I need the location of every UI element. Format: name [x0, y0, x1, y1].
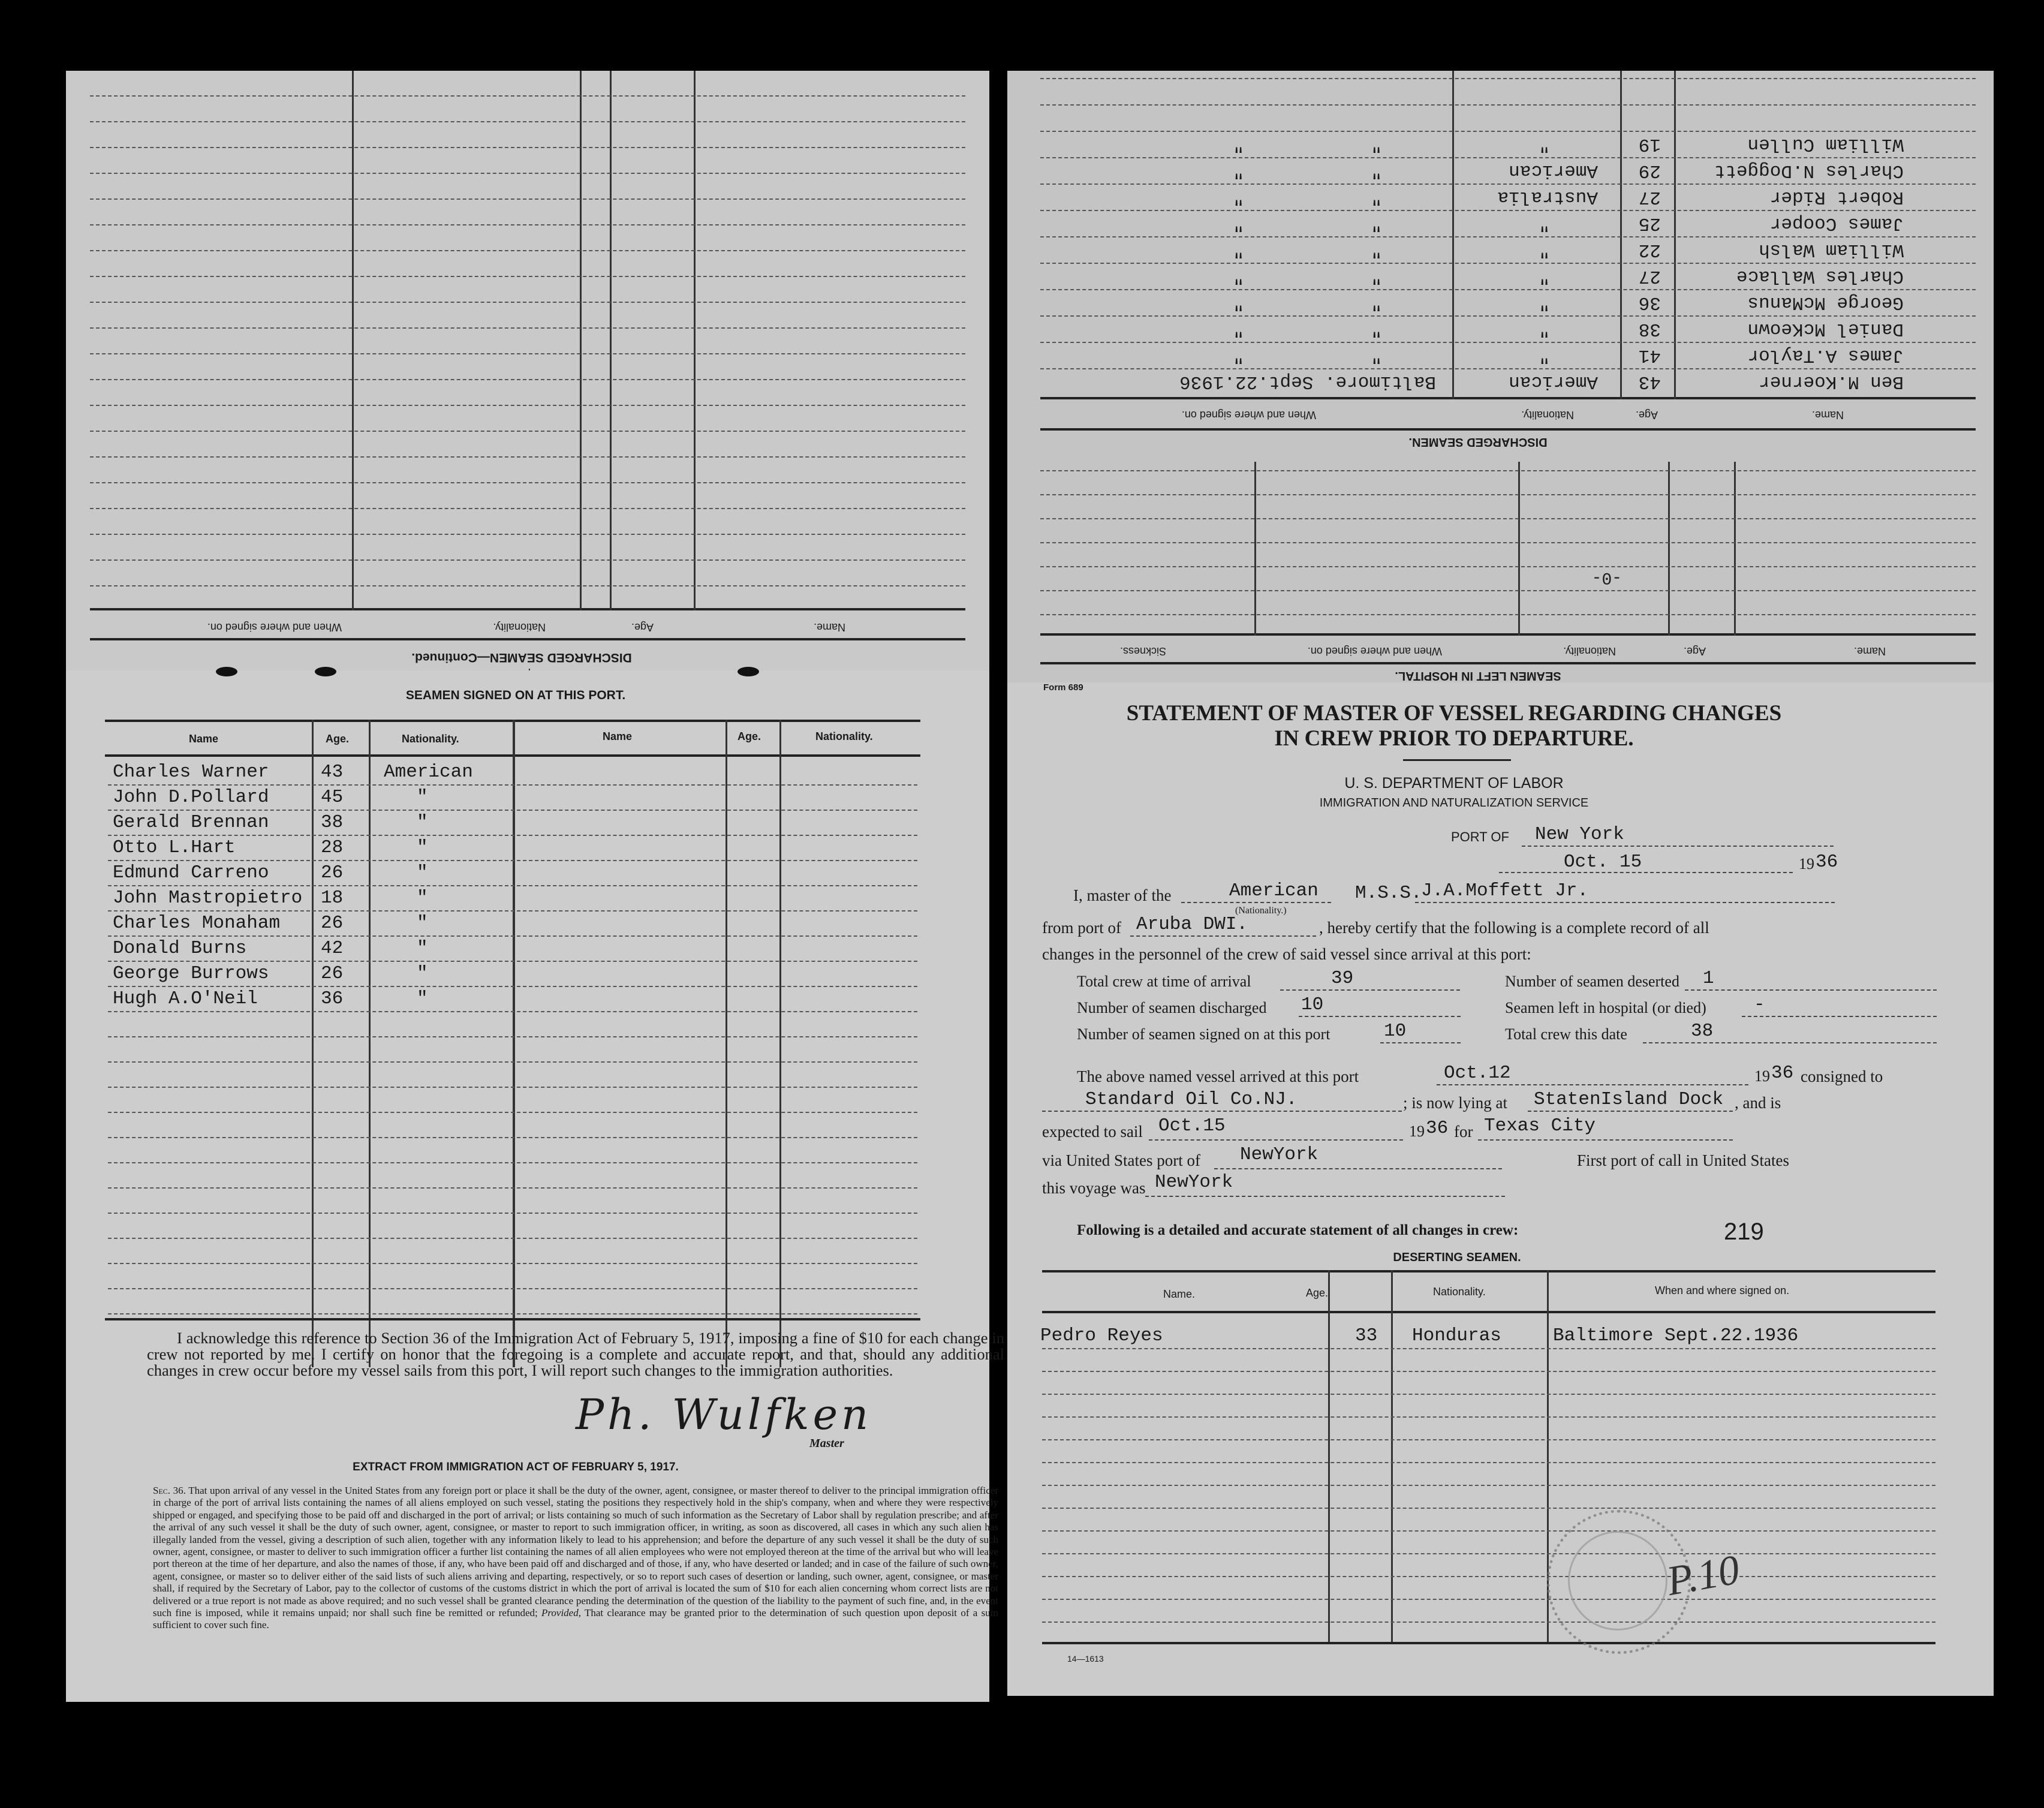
- discharged-nationality: ": [1539, 318, 1550, 339]
- deserting-header-nationality: Nationality.: [1433, 1286, 1486, 1298]
- dashed-rule: [90, 456, 965, 458]
- dashed-rule: [90, 405, 965, 406]
- signed-on-name: Donald Burns: [113, 938, 247, 959]
- dashed-rule: [1042, 1553, 1935, 1554]
- signed-on-header-age-2: Age.: [737, 730, 761, 742]
- discharged-signed-on: ": [1371, 213, 1382, 234]
- discharged-age: 43: [1638, 371, 1661, 392]
- port-label: PORT OF: [1451, 829, 1509, 844]
- signed-on-row: [66, 1289, 989, 1314]
- for-label: for: [1454, 1123, 1473, 1141]
- discharged-nationality: ": [1539, 266, 1550, 287]
- deserting-signed-on: Baltimore Sept.22.1936: [1553, 1325, 1799, 1346]
- dashed-rule: [1040, 542, 1976, 543]
- signed-on-name: Gerald Brennan: [113, 812, 269, 833]
- discharged-row: [1007, 236, 1994, 263]
- discharged-name: William Walsh: [1759, 239, 1904, 260]
- signed-on-nationality: ": [417, 837, 428, 858]
- discharged-header-age: Age.: [1635, 409, 1658, 421]
- dashed-rule: [1042, 1371, 1935, 1372]
- statement-title-line2: IN CREW PRIOR TO DEPARTURE.: [1274, 726, 1634, 751]
- hospital-header-sickness: Sickness.: [1119, 645, 1166, 657]
- dashed-rule: [1040, 236, 1976, 237]
- extract-section-label: Sec. 36.: [153, 1485, 186, 1496]
- vessel-prefix: M.S.S.: [1355, 883, 1422, 904]
- discharged-signed-on: Baltimore. Sept.22.1936: [1179, 371, 1436, 392]
- dashed-rule: [90, 508, 965, 509]
- discharged-row: [1007, 183, 1994, 210]
- from-port-label: from port of: [1042, 919, 1121, 937]
- signed-on-age: 42: [321, 938, 344, 959]
- discharged-row: [1007, 157, 1994, 183]
- discharged-signed-on-ditto: ": [1233, 186, 1244, 207]
- discharged-name: Robert Rider: [1769, 186, 1904, 207]
- discharged-nationality: ": [1539, 213, 1550, 234]
- dashed-rule: [90, 559, 965, 561]
- discharged-name: Charles N.Doggett: [1714, 160, 1904, 181]
- punch-hole: [216, 667, 237, 676]
- signed-on-age: 43: [321, 762, 344, 783]
- dashed-rule: [90, 379, 965, 380]
- discharged-age: 38: [1638, 318, 1661, 339]
- dashed-rule: [90, 302, 965, 303]
- discharged-row: [1007, 289, 1994, 315]
- dashed-rule: [1040, 518, 1976, 519]
- signed-on-row: [66, 962, 989, 987]
- signed-on-row: [66, 1037, 989, 1063]
- stamp-inner-ring: [1568, 1531, 1667, 1630]
- signed-on-row: [66, 786, 989, 811]
- dashed-rule: [90, 482, 965, 483]
- dashed-rule: [90, 224, 965, 225]
- dashed-rule: [1040, 210, 1976, 211]
- signed-on-row: [66, 1012, 989, 1037]
- signed-on-name: Charles Monaham: [113, 913, 281, 934]
- hospital-count-label: Seamen left in hospital (or died): [1505, 999, 1706, 1016]
- dashed-rule: [90, 431, 965, 432]
- date-year-prefix: 19: [1799, 855, 1814, 873]
- extract-provided-label: Provided,: [541, 1607, 581, 1619]
- dashed-rule: [1040, 315, 1976, 317]
- signed-on-name: John Mastropietro: [113, 888, 303, 908]
- dashed-rule: [1042, 1599, 1935, 1600]
- dashed-rule: [90, 353, 965, 354]
- right-top-sheet: [1007, 71, 1994, 682]
- extract-text: That upon arrival of any vessel in the United States from any foreign port or place it shall be the duty of the owner, agent, consignee, or master thereof to deliver to the principal immigration officer in charge of the port of arrival lists containing the names of all aliens employed on such vessel, stating the positions they respectively hold in the ship's company, when and where they were respectively shipped or engaged, and specifying those to be paid off and discharged in the port of arrival; or lists containing so much of such information as the Secretary of Labor shall by regulation prescribe; and after the arrival of any such vessel it shall be the duty of such owner, agent, consignee, or master to report to such immigration officer, in writing, as soon as discovered, all cases in which any such alien has illegally landed from the vessel, giving a description of such alien, together with any information likely to lead to his apprehension; and before the departure of any such vessel it shall be the duty of such owner, agent, consignee, or master to deliver to such immigration officer a further list containing the names of all alien employees who were not employed thereon at the time of the arrival but who will leave port thereon at the time of her departure, and also the names of those, if any, who have been paid off and discharged and of those, if any, who have deserted or landed; and in case of the failure of such owner, agent, consignee, or master so to deliver either of the said lists of such aliens arriving and departing, respectively, or so to report such cases of desertion or landing, such owner, agent, consignee, or master shall, if required by the Secretary of Labor, pay to the collector of customs of the customs district in which the port of arrival is located the sum of $10 for each alien concerning whom correct lists are not delivered or a true report is not made as above required; and no such vessel shall be granted clearance pending the determination of the question of the liability to the payment of such fine, and, in the event such fine is imposed, while it remains unpaid; nor shall such fine be remitted or refunded;: [153, 1485, 999, 1619]
- signed-on-row: [66, 1239, 989, 1264]
- signed-on-age: 45: [321, 787, 344, 808]
- arrived-year-prefix: 19: [1754, 1067, 1770, 1085]
- dashed-rule: [90, 198, 965, 200]
- consignee-value: Standard Oil Co.NJ.: [1085, 1089, 1298, 1110]
- signed-on-row: [66, 861, 989, 886]
- via-label: via United States port of: [1042, 1151, 1200, 1169]
- signed-on-nationality: ": [417, 787, 428, 808]
- left-top-header-nationality: Nationality.: [493, 621, 546, 633]
- right-top-flipped: [1007, 71, 1994, 682]
- signed-on-nationality: American: [384, 762, 473, 783]
- discharged-age: 41: [1638, 345, 1661, 366]
- service: IMMIGRATION AND NATURALIZATION SERVICE: [1319, 796, 1589, 810]
- signed-on-row: [66, 987, 989, 1012]
- sail-year-prefix: 19: [1409, 1123, 1425, 1140]
- deserting-name: Pedro Reyes: [1040, 1325, 1163, 1346]
- date-value: Oct. 15: [1564, 852, 1642, 873]
- punch-hole: [315, 667, 336, 676]
- print-code: 14—1613: [1067, 1654, 1104, 1663]
- dashed-rule: [1042, 1576, 1935, 1577]
- discharged-nationality: ": [1539, 292, 1550, 313]
- deserting-title: DESERTING SEAMEN.: [1393, 1251, 1521, 1264]
- signed-on-age: 26: [321, 913, 344, 934]
- dashed-rule: [90, 121, 965, 122]
- signed-on-age: 26: [321, 963, 344, 984]
- vessel-name: J.A.Moffett Jr.: [1421, 880, 1589, 901]
- dashed-rule: [90, 147, 965, 148]
- dashed-rule: [1040, 78, 1976, 79]
- sail-value: Oct.15: [1158, 1115, 1226, 1136]
- dashed-rule: [90, 327, 965, 329]
- discharged-signed-on-ditto: ": [1233, 160, 1244, 181]
- signed-on-nationality: ": [417, 938, 428, 959]
- discharged-header-nationality: Nationality.: [1521, 409, 1574, 421]
- dashed-rule: [1040, 494, 1976, 495]
- signed-on-age: 26: [321, 862, 344, 883]
- voyage-label: this voyage was: [1042, 1179, 1146, 1197]
- signed-on-nationality: ": [417, 862, 428, 883]
- discharged-nationality: American: [1509, 371, 1598, 392]
- discharged-nationality: ": [1539, 239, 1550, 260]
- discharged-signed-on-ditto: ": [1233, 134, 1244, 155]
- discharged-age: 27: [1638, 186, 1661, 207]
- nationality-caption: (Nationality.): [1235, 905, 1287, 916]
- discharged-count-value: 10: [1301, 994, 1324, 1015]
- dashed-rule: [1042, 1348, 1935, 1349]
- hospital-header-age: Age.: [1683, 645, 1706, 657]
- total-arrival-label: Total crew at time of arrival: [1077, 973, 1251, 990]
- discharged-name: James A.Taylor: [1747, 345, 1904, 366]
- dashed-rule: [90, 534, 965, 535]
- dashed-rule: [1040, 614, 1976, 615]
- dashed-rule: [1042, 1439, 1935, 1440]
- acknowledgment-text: I acknowledge this reference to Section 36 of the Immigration Act of February 5, 1917, imposing a fine of $10 for each change in crew not reported by me. I certify on honor that the foregoing is a complete and accurate report, and that, should any additional changes in crew occur before my vessel sails from this port, I will report such changes to the immigration authorities.: [147, 1329, 1004, 1379]
- first-port-label: First port of call in United States: [1577, 1151, 1789, 1169]
- from-port-value: Aruba DWI.: [1136, 914, 1248, 935]
- discharged-signed-on-ditto: ": [1233, 213, 1244, 234]
- deserting-header-name: Name.: [1163, 1288, 1196, 1300]
- destination-value: Texas City: [1484, 1115, 1596, 1136]
- arrived-year: 36: [1771, 1063, 1794, 1084]
- signed-count-label: Number of seamen signed on at this port: [1077, 1025, 1330, 1043]
- dashed-rule: [1040, 104, 1976, 106]
- port-value: New York: [1535, 824, 1624, 845]
- deserted-value: 1: [1703, 968, 1714, 989]
- signed-on-name: George Burrows: [113, 963, 269, 984]
- deserting-header-age: Age.: [1306, 1287, 1329, 1299]
- lying-label: ; is now lying at: [1403, 1094, 1507, 1112]
- signed-on-row: [66, 886, 989, 911]
- signed-count-value: 10: [1384, 1021, 1407, 1042]
- discharged-row: [1007, 368, 1994, 395]
- dashed-rule: [1040, 157, 1976, 158]
- signed-on-name: John D.Pollard: [113, 787, 269, 808]
- discharged-header-signed-on: When and where signed on.: [1181, 409, 1316, 421]
- dashed-rule: [1042, 1394, 1935, 1395]
- consigned-label: consigned to: [1801, 1067, 1883, 1085]
- left-top-header-age: Age.: [631, 621, 654, 633]
- signed-on-title: SEAMEN SIGNED ON AT THIS PORT.: [405, 688, 626, 702]
- dashed-rule: [1040, 368, 1976, 369]
- signed-on-age: 38: [321, 812, 344, 833]
- signed-on-name: Edmund Carreno: [113, 862, 269, 883]
- left-top-header-name: Name.: [813, 621, 845, 633]
- discharged-name: William Cullen: [1747, 134, 1904, 155]
- dashed-rule: [1042, 1462, 1935, 1463]
- right-bottom-sheet: [1007, 682, 1994, 1696]
- stamp-number: 219: [1724, 1219, 1764, 1245]
- signed-on-age: 36: [321, 988, 344, 1009]
- discharged-header-name: Name.: [1811, 409, 1844, 421]
- signed-on-row: [66, 1163, 989, 1189]
- hospital-entry: -0-: [1591, 568, 1622, 586]
- dashed-rule: [90, 585, 965, 586]
- signed-on-nationality: ": [417, 963, 428, 984]
- signed-on-row: [66, 1138, 989, 1163]
- signed-on-header-name-2: Name: [603, 730, 633, 742]
- sail-year: 36: [1426, 1118, 1449, 1139]
- discharged-nationality: American: [1509, 160, 1598, 181]
- certify-text: , hereby certify that the following is a complete record of all: [1319, 919, 1709, 937]
- deserting-age: 33: [1355, 1325, 1378, 1346]
- total-date-value: 38: [1691, 1021, 1714, 1042]
- discharged-signed-on: ": [1371, 292, 1382, 313]
- discharged-signed-on-ditto: ": [1233, 292, 1244, 313]
- signed-on-nationality: ": [417, 888, 428, 908]
- signed-on-row: [66, 1264, 989, 1289]
- signed-on-name: Charles Warner: [113, 762, 269, 783]
- discharged-signed-on: ": [1371, 186, 1382, 207]
- discharged-row: [1007, 210, 1994, 236]
- arrived-label: The above named vessel arrived at this port: [1077, 1067, 1359, 1085]
- signed-on-row: [66, 1214, 989, 1239]
- punch-hole: [737, 667, 759, 676]
- signed-on-header-nationality-2: Nationality.: [815, 730, 873, 742]
- discharged-age: 29: [1638, 160, 1661, 181]
- signed-on-nationality: ": [417, 913, 428, 934]
- signed-on-header-name: Name: [189, 733, 219, 745]
- discharged-age: 22: [1638, 239, 1661, 260]
- signed-on-row: [66, 911, 989, 937]
- signed-on-name: Hugh A.O'Neil: [113, 988, 258, 1009]
- dashed-rule: [1042, 1622, 1935, 1623]
- signed-on-row: [66, 811, 989, 836]
- lying-value: StatenIsland Dock: [1534, 1089, 1724, 1110]
- dashed-rule: [1042, 1530, 1935, 1532]
- discharged-name: Charles Wallace: [1736, 266, 1904, 287]
- signed-on-row: [66, 1088, 989, 1113]
- discharged-nationality: ": [1539, 345, 1550, 366]
- master-signature: Ph. Wulfken: [576, 1390, 872, 1439]
- form-number: Form 689: [1043, 682, 1083, 693]
- discharged-row: [1007, 342, 1994, 368]
- discharged-nationality: Australia: [1497, 186, 1598, 207]
- signed-on-header-age: Age.: [326, 733, 350, 745]
- arrived-value: Oct.12: [1444, 1063, 1511, 1084]
- signed-on-nationality: ": [417, 988, 428, 1009]
- vessel-nationality: American: [1229, 880, 1318, 901]
- dashed-rule: [1040, 289, 1976, 290]
- discharged-signed-on: ": [1371, 160, 1382, 181]
- discharged-title: DISCHARGED SEAMEN.: [1408, 435, 1548, 449]
- date-year: 36: [1816, 852, 1838, 873]
- via-value: NewYork: [1240, 1144, 1318, 1165]
- signed-on-nationality: ": [417, 812, 428, 833]
- dashed-rule: [90, 173, 965, 174]
- dashed-rule: [1040, 263, 1976, 264]
- left-top-header-signed-on: When and where signed on.: [207, 621, 342, 633]
- total-date-label: Total crew this date: [1505, 1025, 1627, 1043]
- discharged-count-label: Number of seamen discharged: [1077, 999, 1267, 1016]
- dashed-rule: [1042, 1485, 1935, 1486]
- signed-on-age: 28: [321, 837, 344, 858]
- discharged-name: Ben M.Koerner: [1759, 371, 1904, 392]
- deserted-label: Number of seamen deserted: [1505, 973, 1679, 990]
- margin-note: P.10: [1663, 1547, 1743, 1605]
- dashed-rule: [108, 1313, 917, 1314]
- discharged-nationality: ": [1539, 134, 1550, 155]
- dashed-rule: [1040, 470, 1976, 471]
- extract-provided-text: That clearance may be granted prior to the determination of such question upon deposit of a sum sufficient to cover such fine.: [153, 1607, 998, 1631]
- department: U. S. DEPARTMENT OF LABOR: [1344, 775, 1564, 792]
- discharged-age: 25: [1638, 213, 1661, 234]
- voyage-value: NewYork: [1155, 1172, 1233, 1193]
- signed-on-age: 18: [321, 888, 344, 908]
- discharged-name: James Cooper: [1769, 213, 1904, 234]
- signed-on-row: [66, 1063, 989, 1088]
- discharged-row: [1007, 131, 1994, 157]
- discharged-signed-on-ditto: ": [1233, 318, 1244, 339]
- master-of-label: I, master of the: [1073, 886, 1172, 904]
- discharged-name: Daniel McKeown: [1747, 318, 1904, 339]
- left-bottom-sheet: [66, 670, 1004, 1702]
- discharged-signed-on-ditto: ": [1233, 345, 1244, 366]
- dashed-rule: [1040, 131, 1976, 132]
- extract-body: [153, 1485, 998, 1632]
- total-arrival-value: 39: [1331, 968, 1354, 989]
- discharged-row: [1007, 263, 1994, 289]
- dashed-rule: [1040, 183, 1976, 185]
- following-label: Following is a detailed and accurate statement of all changes in crew:: [1077, 1222, 1519, 1238]
- master-label: Master: [809, 1437, 844, 1450]
- dashed-rule: [1042, 1508, 1935, 1509]
- signed-on-row: [66, 836, 989, 861]
- signed-on-row: [66, 1113, 989, 1138]
- discharged-name: George McManus: [1747, 292, 1904, 313]
- signed-on-row: [66, 760, 989, 786]
- statement-title-line1: STATEMENT OF MASTER OF VESSEL REGARDING CHANGES: [1126, 701, 1782, 726]
- discharged-signed-on: ": [1371, 266, 1382, 287]
- hospital-count-value: -: [1754, 994, 1765, 1015]
- dashed-rule: [90, 276, 965, 277]
- dashed-rule: [90, 95, 965, 97]
- discharged-signed-on: ": [1371, 239, 1382, 260]
- changes-text: changes in the personnel of the crew of said vessel since arrival at this port:: [1042, 945, 1531, 963]
- deserting-nationality: Honduras: [1412, 1325, 1501, 1346]
- dashed-rule: [1040, 342, 1976, 343]
- and-is-label: , and is: [1735, 1094, 1781, 1112]
- discharged-signed-on-ditto: ": [1233, 239, 1244, 260]
- extract-title: EXTRACT FROM IMMIGRATION ACT OF FEBRUARY 5, 1917.: [353, 1461, 679, 1473]
- dashed-rule: [1040, 590, 1976, 591]
- dashed-rule: [1042, 1416, 1935, 1418]
- hospital-title: SEAMEN LEFT IN HOSPITAL.: [1395, 669, 1561, 682]
- left-top-section-title: DISCHARGED SEAMEN—Continued.: [411, 651, 632, 664]
- dashed-rule: [90, 250, 965, 251]
- signed-on-row: [66, 937, 989, 962]
- discharged-signed-on: ": [1371, 345, 1382, 366]
- sail-label: expected to sail: [1042, 1123, 1143, 1141]
- discharged-age: 19: [1638, 134, 1661, 155]
- deserting-header-signed-on: When and where signed on.: [1655, 1284, 1790, 1296]
- discharged-signed-on: ": [1371, 134, 1382, 155]
- hospital-header-nationality: Nationality.: [1563, 645, 1616, 657]
- discharged-signed-on: ": [1371, 318, 1382, 339]
- signed-on-header-nationality: Nationality.: [402, 733, 459, 745]
- left-top-flipped: [66, 71, 989, 670]
- hospital-header-name: Name.: [1853, 645, 1886, 657]
- discharged-age: 27: [1638, 266, 1661, 287]
- hospital-header-signed-on: When and where signed on.: [1307, 645, 1442, 657]
- signed-on-row: [66, 1189, 989, 1214]
- discharged-row: [1007, 315, 1994, 342]
- signed-on-name: Otto L.Hart: [113, 837, 236, 858]
- left-top-sheet: [66, 71, 989, 670]
- discharged-signed-on-ditto: ": [1233, 266, 1244, 287]
- discharged-age: 36: [1638, 292, 1661, 313]
- dashed-rule: [1040, 566, 1976, 567]
